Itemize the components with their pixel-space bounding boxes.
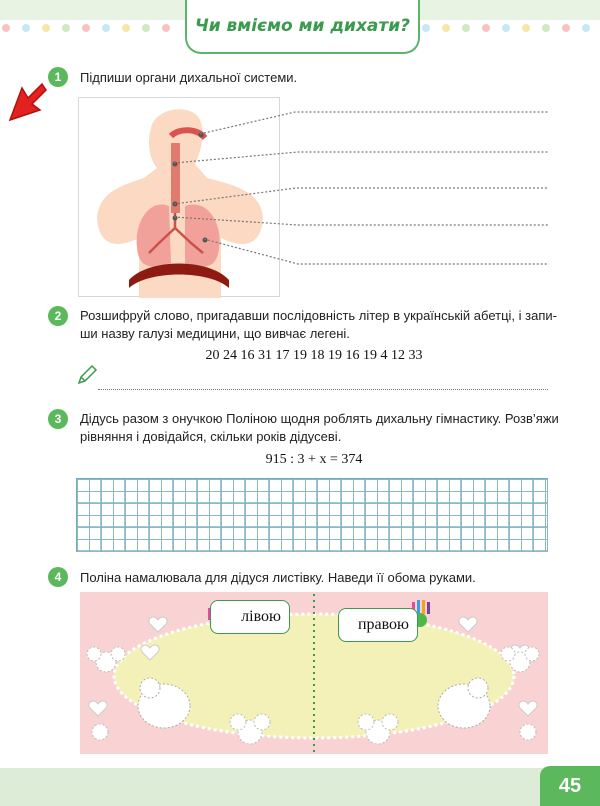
task-number-2: 2	[48, 306, 68, 326]
task-2-text-line-2: ши назву галузі медицини, що вивчає легені.	[80, 326, 350, 341]
page-number: 45	[540, 766, 600, 806]
left-hand-label	[210, 600, 290, 634]
answer-line-task-2[interactable]	[98, 389, 548, 390]
pencil-icon	[76, 364, 98, 386]
task-number-1: 1	[48, 67, 68, 87]
page-title: Чи вміємо ми дихати?	[194, 16, 411, 36]
right-hand-label	[338, 608, 418, 642]
task-number-4: 4	[48, 567, 68, 587]
math-grid-overlay	[76, 478, 548, 552]
task-3-text-line-2: рівняння і довідайся, скільки років дідусеві.	[80, 429, 342, 444]
left-hand-word: лівою	[241, 608, 281, 625]
bottom-band	[0, 768, 600, 806]
equation: 915 : 3 + x = 374	[265, 452, 363, 467]
letter-code: 20 24 16 31 17 19 18 19 16 19 4 12 33	[205, 348, 423, 363]
task-2-text-line-1: Розшифруй слово, пригадавши послідовність літер в українській абетці, і запи-	[80, 308, 557, 323]
right-hand-word: правою	[357, 616, 409, 633]
task-3-text-line-1: Дідусь разом з онучкою Поліною щодня роблять дихальну гімнастику. Розв’яжи	[80, 411, 559, 426]
task-1-text: Підпиши органи дихальної системи.	[80, 70, 298, 85]
greeting-card[interactable]	[80, 592, 548, 754]
task-4-text: Поліна намалювала для дідуся листівку. Наведи її обома руками.	[80, 570, 476, 585]
card-illustration	[80, 592, 548, 754]
label-leader-lines	[0, 0, 600, 300]
task-number-3: 3	[48, 409, 68, 429]
